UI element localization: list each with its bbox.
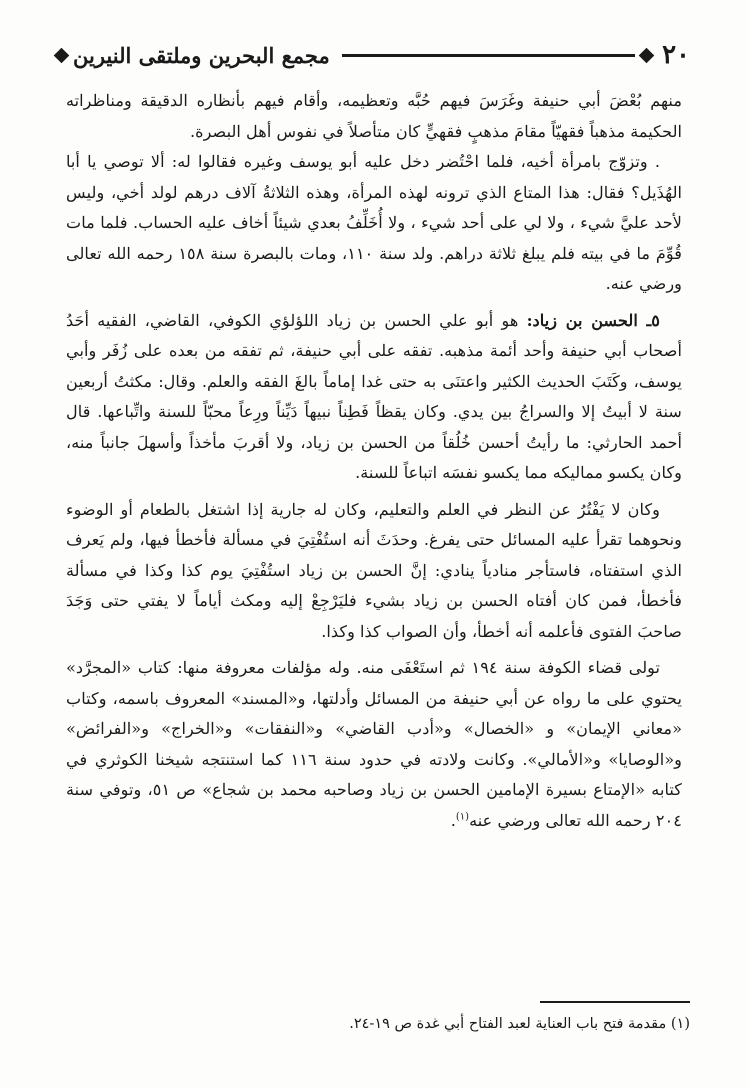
paragraph-text: تولى قضاء الكوفة سنة ١٩٤ ثم استَعْفَى منه. وله مؤلفات معروفة منها: كتاب «المجرَّد» يحتوي على ما رواه عن أبي حنيفة من المسائل وأدلتها، و«المسند» المعروف باسمه، وكتاب «معاني الإيمان» و «الخصال» و«أدب القاضي» و«النفقات» و«الخراج» و«الفرائض» و«الوصايا» و«الأمالي». وكانت ولادته في حدود سنة ١١٦ كما استنتجه شيخنا الكوثري في كتابه «الإمتاع بسيرة الإمامين الحسن بن زياد وصاحبه محمد بن شجاع» ص ٥١، وتوفي سنة ٢٠٤ رحمه الله تعالى ورضي عنه (66, 658, 682, 830)
footnote-separator (540, 1001, 690, 1003)
running-title: مجمع البحرين وملتقى النيرين (73, 42, 330, 68)
page-number: ٢٠ (662, 40, 690, 70)
paragraph (66, 86, 682, 147)
paragraph: تولى قضاء الكوفة سنة ١٩٤ ثم استَعْفَى منه. وله مؤلفات معروفة منها: كتاب «المجرَّد» يحتوي على ما رواه عن أبي حنيفة من المسائل وأدلتها، و«المسند» المعروف باسمه، وكتاب «معاني الإيمان» و «الخصال» و«أدب القاضي» و«النفقات» و«الخراج» و«الفرائض» و«الوصايا» و«الأمالي». وكانت ولادته في حدود سنة ١١٦ كما استنتجه شيخنا الكوثري في كتابه «الإمتاع بسيرة الإمامين الحسن بن زياد وصاحبه محمد بن شجاع» ص ٥١، وتوفي سنة ٢٠٤ رحمه الله تعالى ورضي عنه$^{(١)}$. (66, 658, 682, 830)
paragraph-text: منهم بُعْضَ أبي حنيفة وغَرَسَ فيهم حُبَّه وتعظيمه، وأقام فيهم بأنظاره الدقيقة ومناظراته الحكيمة مذهباً فقهيّاً مقامَ مذهبٍ فقهيٍّ كان متأصلاً في نفوس أهل البصرة. (66, 91, 682, 141)
footnote: (١) مقدمة فتح باب العناية لعبد الفتاح أبي غدة ص ١٩-٢٤. (349, 1016, 690, 1032)
diamond-ornament-icon (639, 47, 655, 63)
paragraph-text: هو أبو علي الحسن بن زياد اللؤلؤي الكوفي، القاضي، الفقيه أحَدُ أصحاب أبي حنيفة وأحد أئمة مذهبه. تفقه على أبي حنيفة، ثم تفقه من بعده على زُفَر وأبي يوسف، وكَتَبَ الحديث الكثير واعتنَى به حتى غدا إماماً بالغَ الفقه والعلم. وقال: مكثتُ أربعين سنة لا أبيتُ إلا والسراجُ بين يدي. وكان يقظاً فَطِناً نبيهاً دَيِّناً ورِعاً محبّاً للسنة واتِّباعها. قال أحمد الحارثي: ما رأيتُ أحسن خُلُقاً من الحسن بن زياد، ولا أقربَ مأخذاً وأسهلَ جانباً منه، وكان يكسو مماليكه مما يكسو نفسَه اتباعاً للسنة. (66, 310, 682, 482)
entry-heading: ٥ـ الحسن بن زياد: (526, 310, 660, 330)
paragraph-text: . وتزوّج بامرأة أخيه، فلما احْتُضر دخل عليه أبو يوسف وغيره فقالوا له: ألا توصي يا أبا الهُذَيل؟ فقال: هذا المتاع الذي ترونه لهذه المرأة، وهذه الثلاثةُ آلاف درهم لولد أخي، وليس لأحد عليَّ شيء ، ولا لي على أحد شيء ، ولا أُخَلِّفُ بعدي شيئاً أخاف عليه الحساب. فلما مات قُوِّمَ ما في بيته فلم يبلغ ثلاثة دراهم. ولد سنة ١١٠، ومات بالبصرة سنة ١٥٨ رحمه الله تعالى ورضي عنه. (66, 152, 682, 293)
body-text (66, 86, 682, 836)
paragraph (66, 495, 682, 648)
paragraph (66, 147, 682, 300)
footnote-reference: (١) (455, 811, 470, 823)
page-header (56, 38, 690, 72)
header-rule (342, 54, 635, 57)
paragraph (66, 306, 682, 489)
diamond-ornament-icon (54, 47, 70, 63)
paragraph-text: وكان لا يَفْتُرُ عن النظر في العلم والتعليم، وكان له جارية إذا اشتغل بالطعام أو الوضوء ونحوهما تقرأ عليه المسائل حتى يفرغ. وحدَثَ أنه استُفْتِيَ في مسألة فأخطأ فيها، ولم يَعرف الذي استفتاه، فاستأجر منادياً ينادي: إنَّ الحسن بن زياد استُفْتِيَ يوم كذا وكذا في مسألة فأخطأ، فمن كان أفتاه الحسن بن زياد بشيء فليَرْجِعْ إليه ومكث أياماً لا يفتي حتى وَجَدَ صاحبَ الفتوى فأعلمه أنه أخطأ، وأن الصواب كذا وكذا. (66, 499, 682, 641)
